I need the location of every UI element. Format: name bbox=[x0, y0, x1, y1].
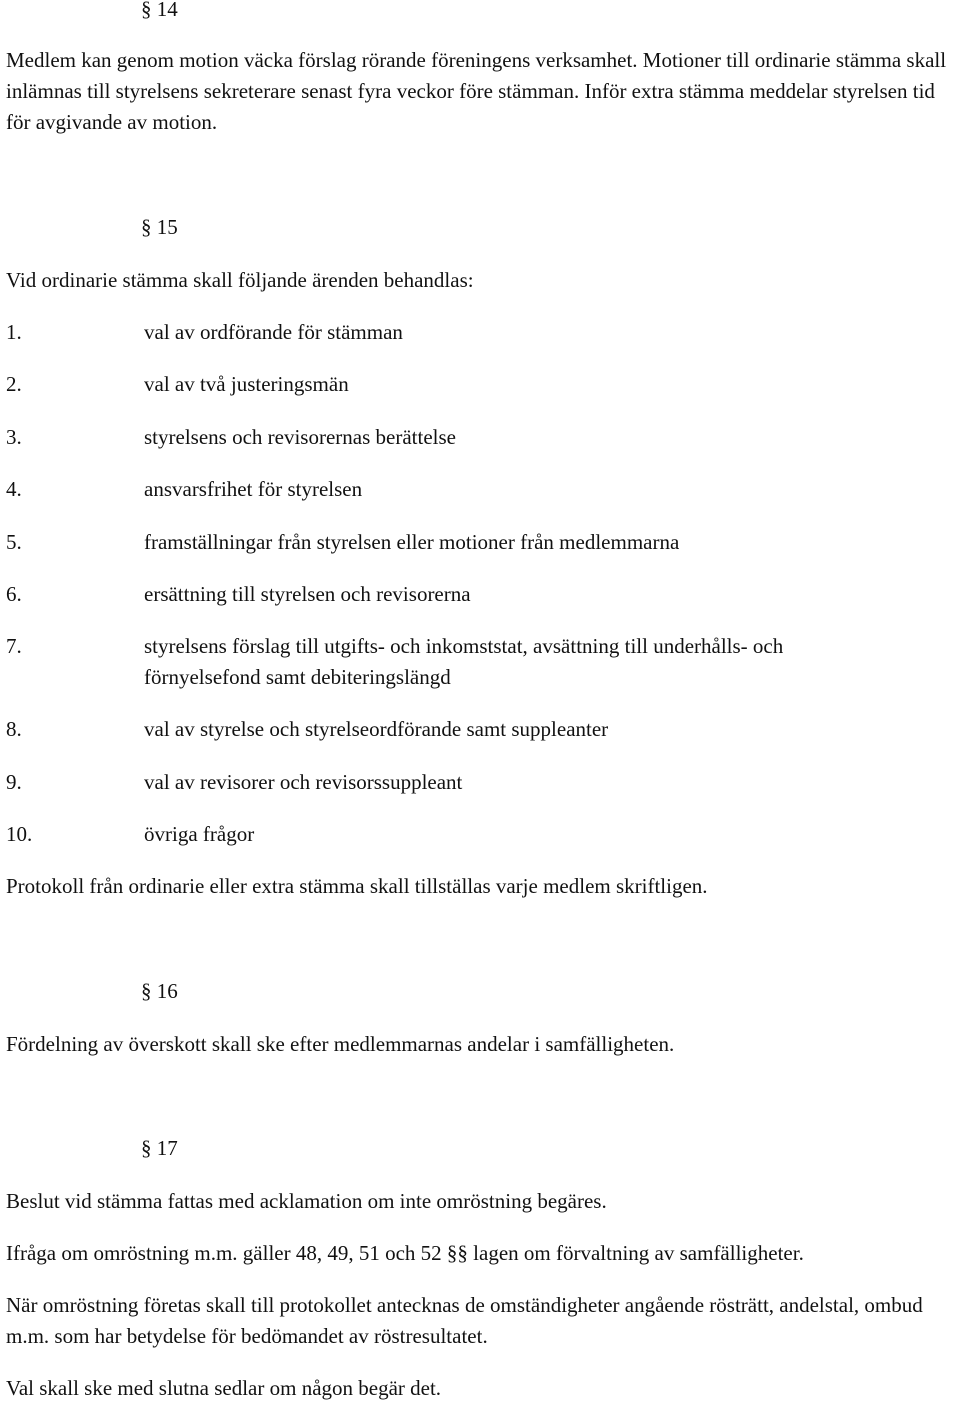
list-item-number: 9. bbox=[6, 770, 22, 794]
section-14-heading: § 14 bbox=[141, 0, 178, 21]
section-17-paragraph: Val skall ske med slutna sedlar om någon begär det. bbox=[6, 1376, 442, 1400]
section-17-paragraph: Beslut vid stämma fattas med acklamation om inte omröstning begäres. bbox=[6, 1189, 607, 1213]
list-item-text: övriga frågor bbox=[144, 822, 255, 846]
list-item-number: 3. bbox=[6, 425, 22, 449]
list-item-text: styrelsens förslag till utgifts- och inkomststat, avsättning till underhålls- och förnyelsefond samt debiteringslängd bbox=[144, 634, 784, 689]
section-16-paragraph: Fördelning av överskott skall ske efter medlemmarnas andelar i samfälligheten. bbox=[6, 1032, 675, 1056]
list-item-number: 8. bbox=[6, 717, 22, 741]
list-item-text: styrelsens och revisorernas berättelse bbox=[144, 425, 456, 449]
list-item-text: val av styrelse och styrelseordförande samt suppleanter bbox=[144, 717, 609, 741]
section-17-paragraph: När omröstning företas skall till protokollet antecknas de omständigheter angående rösträtt, andelstal, ombud m.m. som har betydelse för bedömandet av röstresultatet. bbox=[6, 1293, 923, 1348]
list-item-number: 2. bbox=[6, 372, 22, 396]
list-item-number: 7. bbox=[6, 634, 22, 658]
list-item-number: 5. bbox=[6, 530, 22, 554]
list-item-text: ersättning till styrelsen och revisorerna bbox=[144, 582, 471, 606]
section-17-paragraph: Ifråga om omröstning m.m. gäller 48, 49, 51 och 52 §§ lagen om förvaltning av samfälligheter. bbox=[6, 1241, 804, 1265]
list-item-text: ansvarsfrihet för styrelsen bbox=[144, 477, 363, 501]
list-item-text: val av två justeringsmän bbox=[144, 372, 349, 396]
section-16-heading: § 16 bbox=[141, 979, 178, 1003]
list-item-number: 10. bbox=[6, 822, 33, 846]
section-17-heading: § 17 bbox=[141, 1136, 178, 1160]
list-item-text: val av ordförande för stämman bbox=[144, 320, 403, 344]
section-15-heading: § 15 bbox=[141, 215, 178, 239]
list-item-number: 6. bbox=[6, 582, 22, 606]
list-item-text: framställningar från styrelsen eller motioner från medlemmarna bbox=[144, 530, 680, 554]
list-item-text: val av revisorer och revisorssuppleant bbox=[144, 770, 463, 794]
section-15-closing: Protokoll från ordinarie eller extra stämma skall tillställas varje medlem skriftligen. bbox=[6, 874, 708, 898]
section-14-paragraph: Medlem kan genom motion väcka förslag rörande föreningens verksamhet. Motioner till ordinarie stämma skall inlämnas till styrelsens sekreterare senast fyra veckor före stämman. Inför extra stämma meddelar styrelsen tid för avgivande av motion. bbox=[6, 48, 947, 134]
list-item-number: 4. bbox=[6, 477, 22, 501]
list-item-number: 1. bbox=[6, 320, 22, 344]
section-15-intro: Vid ordinarie stämma skall följande ärenden behandlas: bbox=[6, 268, 474, 292]
